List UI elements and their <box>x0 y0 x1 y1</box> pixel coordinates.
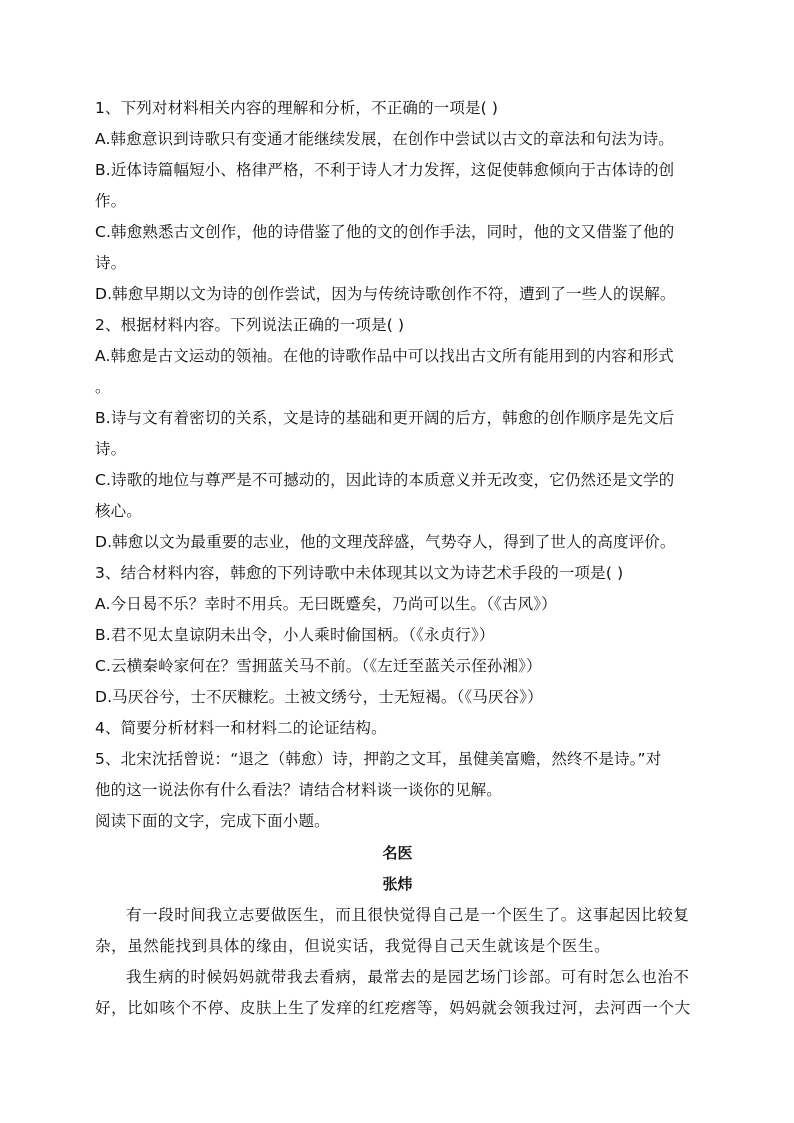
question-5-stem: 5、北宋沈括曾说：“退之（韩愈）诗，押韵之文耳，虽健美富赡，然终不是诗。”对 <box>95 750 662 768</box>
question-1-option-b: B.近体诗篇幅短小、格律严格，不利于诗人才力发挥，这促使韩愈倾向于古体诗的创 <box>95 161 675 179</box>
reading-instruction: 阅读下面的文字，完成下面小题。 <box>95 812 330 830</box>
question-1-option-c: C.韩愈熟悉古文创作，他的诗借鉴了他的文的创作手法，同时，他的文又借鉴了他的 <box>95 223 675 241</box>
question-3-stem: 3、结合材料内容，韩愈的下列诗歌中未体现其以文为诗艺术手段的一项是( ) <box>95 564 624 582</box>
article-paragraph-1: 有一段时间我立志要做医生，而且很快觉得自己是一个医生了。这事起因比较复杂，虽然能找到具体的缘由，但说实话，我觉得自己天生就该是个医生。 <box>95 906 690 955</box>
article-title: 名医 <box>382 844 413 862</box>
question-4-stem: 4、简要分析材料一和材料二的论证结构。 <box>95 719 387 737</box>
question-2-option-c-cont: 核心。 <box>95 502 142 520</box>
question-1-option-c-cont: 诗。 <box>95 254 127 272</box>
question-1-option-b-cont: 作。 <box>95 192 127 210</box>
question-2-option-b-cont: 诗。 <box>95 440 127 458</box>
question-section <box>95 93 700 837</box>
question-2-option-a: A.韩愈是古文运动的领袖。在他的诗歌作品中可以找出古文所有能用到的内容和形式 <box>95 347 674 365</box>
question-2-option-c: C.诗歌的地位与尊严是不可撼动的，因此诗的本质意义并无改变，它仍然还是文学的 <box>95 471 675 489</box>
question-1-option-a: A.韩愈意识到诗歌只有变通才能继续发展，在创作中尝试以古文的章法和句法为诗。 <box>95 130 674 148</box>
article-paragraph-2: 我生病的时候妈妈就带我去看病，最常去的是园艺场门诊部。可有时怎么也治不好，比如咳个不停、皮肤上生了发痒的红疙瘩等，妈妈就会领我过河，去河西一个大 <box>95 968 691 1017</box>
question-2-option-d: D.韩愈以文为最重要的志业，他的文理茂辞盛，气势夺人，得到了世人的高度评价。 <box>95 533 676 551</box>
question-3-option-a: A.今日曷不乐？幸时不用兵。无曰既蹙矣，乃尚可以生。（《古风》） <box>95 595 557 613</box>
question-5-stem-cont: 他的这一说法你有什么看法？请结合材料谈一谈你的见解。 <box>95 781 502 799</box>
question-2-option-b: B.诗与文有着密切的关系，文是诗的基础和更开阔的后方，韩愈的创作顺序是先文后 <box>95 409 675 427</box>
question-2-option-a-cont: 。 <box>95 378 111 396</box>
article-section <box>95 838 700 1024</box>
question-3-option-d: D.马厌谷兮，士不厌糠籺。土被文绣兮，士无短褐。（《马厌谷》） <box>95 688 543 706</box>
question-3-option-c: C.云横秦岭家何在？雪拥蓝关马不前。（《左迁至蓝关示侄孙湘》） <box>95 657 542 675</box>
question-3-option-b: B.君不见太皇谅阴未出令，小人乘时偷国柄。（《永贞行》） <box>95 626 495 644</box>
question-2-stem: 2、根据材料内容。下列说法正确的一项是( ) <box>95 316 405 334</box>
question-1-stem: 1、下列对材料相关内容的理解和分析，不正确的一项是( ) <box>95 99 499 117</box>
question-1-option-d: D.韩愈早期以文为诗的创作尝试，因为与传统诗歌创作不符，遭到了一些人的误解。 <box>95 285 676 303</box>
article-author: 张炜 <box>382 875 413 893</box>
